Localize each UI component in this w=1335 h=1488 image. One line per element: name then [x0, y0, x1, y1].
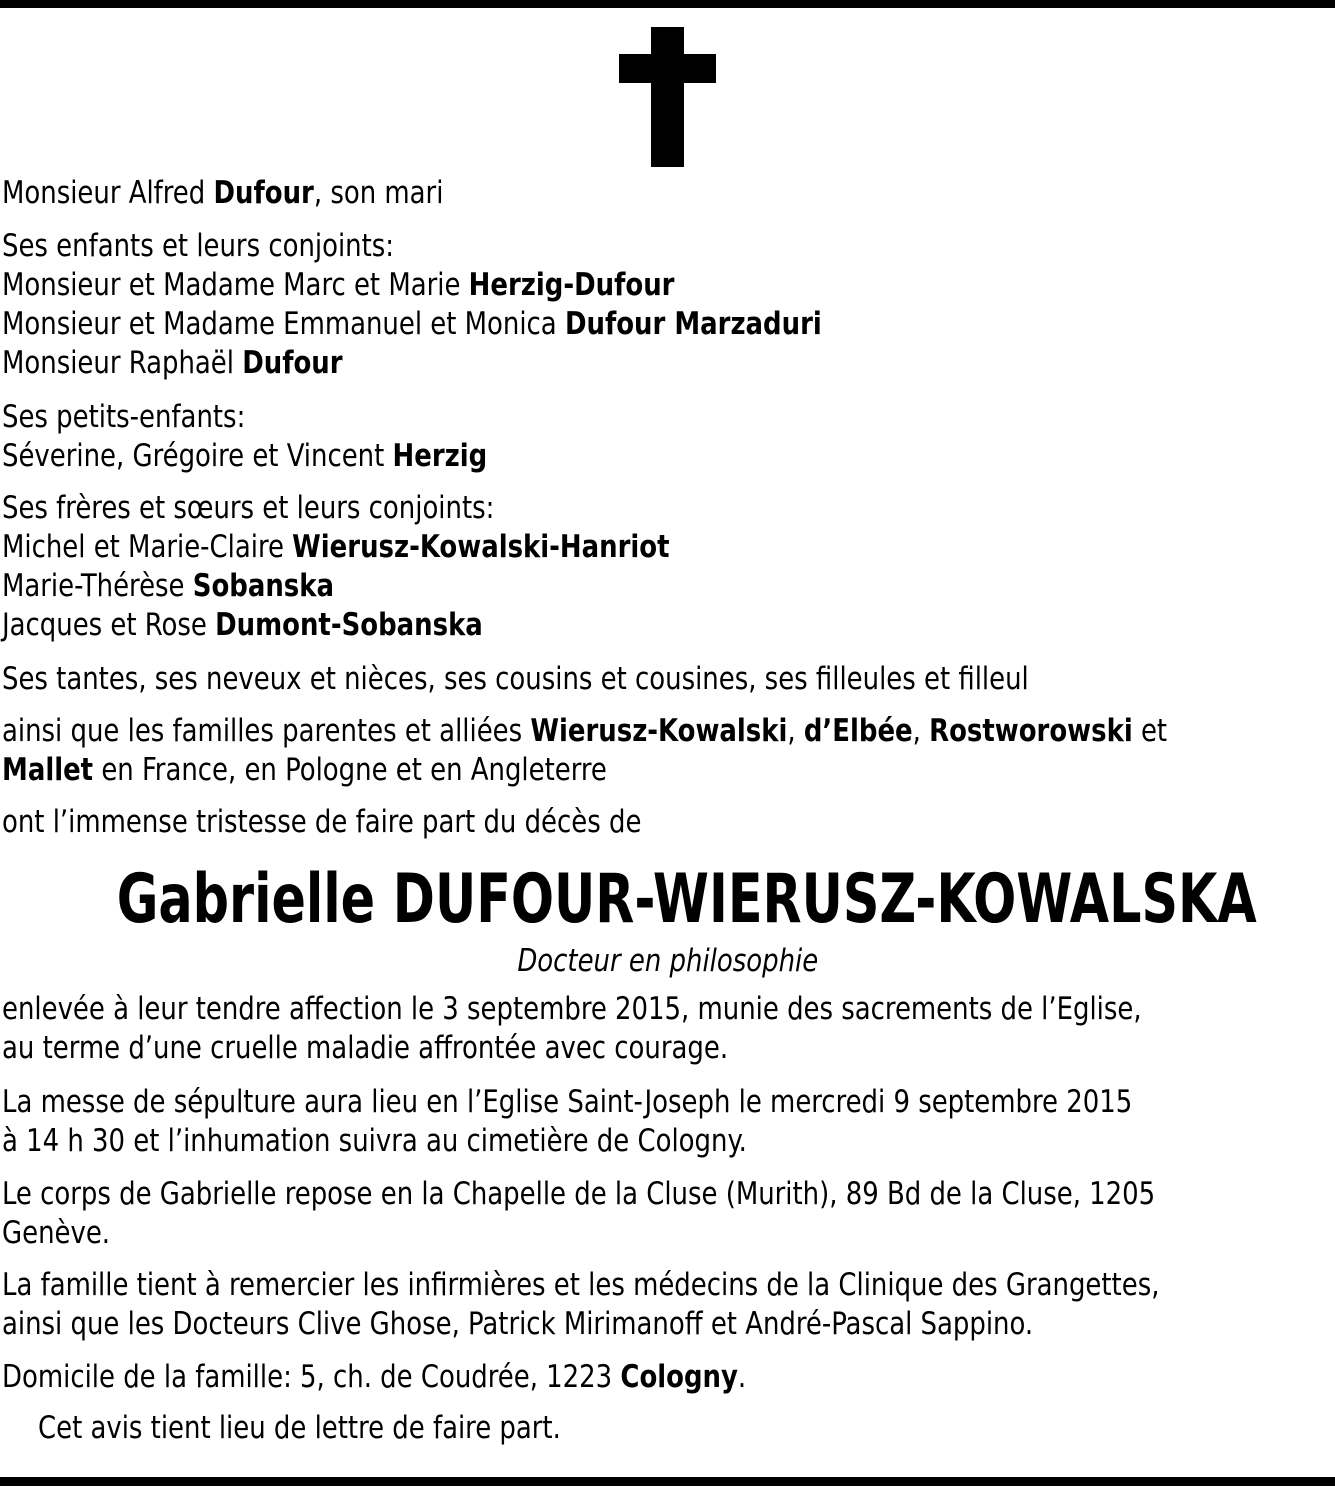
death-line-1: enlevée à leur tendre affection le 3 septembre 2015, munie des sacrements de l’Eglise,: [2, 991, 1142, 1027]
announcement-line: ont l’immense tristesse de faire part du décès de: [2, 804, 642, 840]
thanks-line-1: La famille tient à remercier les infirmières et les médecins de la Clinique des Grangettes,: [2, 1267, 1160, 1303]
footer-note: Cet avis tient lieu de lettre de faire part.: [38, 1410, 561, 1446]
children-line-2: Monsieur et Madame Emmanuel et Monica Dufour Marzaduri: [2, 306, 822, 342]
deceased-name: Gabrielle DUFOUR-WIERUSZ-KOWALSKA: [116, 860, 1257, 939]
thanks-line-2: ainsi que les Docteurs Clive Ghose, Patrick Mirimanoff et André-Pascal Sappino.: [2, 1306, 1034, 1342]
siblings-heading: Ses frères et sœurs et leurs conjoints:: [2, 490, 495, 526]
bottom-rule: [0, 1477, 1335, 1486]
mass-line-1: La messe de sépulture aura lieu en l’Eglise Saint-Joseph le mercredi 9 septembre 2015: [2, 1084, 1133, 1120]
siblings-line-1: Michel et Marie-Claire Wierusz-Kowalski-Hanriot: [2, 529, 670, 565]
children-line-3: Monsieur Raphaël Dufour: [2, 345, 343, 381]
grandchildren-line: Séverine, Grégoire et Vincent Herzig: [2, 438, 488, 474]
husband-line: Monsieur Alfred Dufour, son mari: [2, 175, 444, 211]
body-rest-line-2: Genève.: [2, 1215, 111, 1251]
grandchildren-heading: Ses petits-enfants:: [2, 399, 246, 435]
mass-line-2: à 14 h 30 et l’inhumation suivra au cimetière de Cologny.: [2, 1123, 747, 1159]
body-rest-line-1: Le corps de Gabrielle repose en la Chapelle de la Cluse (Murith), 89 Bd de la Cluse, 1205: [2, 1176, 1156, 1212]
death-line-2: au terme d’une cruelle maladie affrontée avec courage.: [2, 1030, 729, 1066]
families-line-1: ainsi que les familles parentes et alliées Wierusz-Kowalski, d’Elbée, Rostworowski et: [2, 713, 1168, 749]
relatives-line: Ses tantes, ses neveux et nièces, ses cousins et cousines, ses filleules et filleul: [2, 661, 1029, 697]
families-line-2: Mallet en France, en Pologne et en Angleterre: [2, 752, 607, 788]
domicile-line: Domicile de la famille: 5, ch. de Coudrée, 1223 Cologny.: [2, 1359, 747, 1395]
siblings-line-3: Jacques et Rose Dumont-Sobanska: [2, 607, 483, 643]
children-heading: Ses enfants et leurs conjoints:: [2, 228, 395, 264]
siblings-line-2: Marie-Thérèse Sobanska: [2, 568, 334, 604]
children-line-1: Monsieur et Madame Marc et Marie Herzig-Dufour: [2, 267, 675, 303]
cross-icon: [619, 27, 716, 167]
deceased-title: Docteur en philosophie: [517, 943, 818, 979]
top-rule: [0, 0, 1335, 8]
